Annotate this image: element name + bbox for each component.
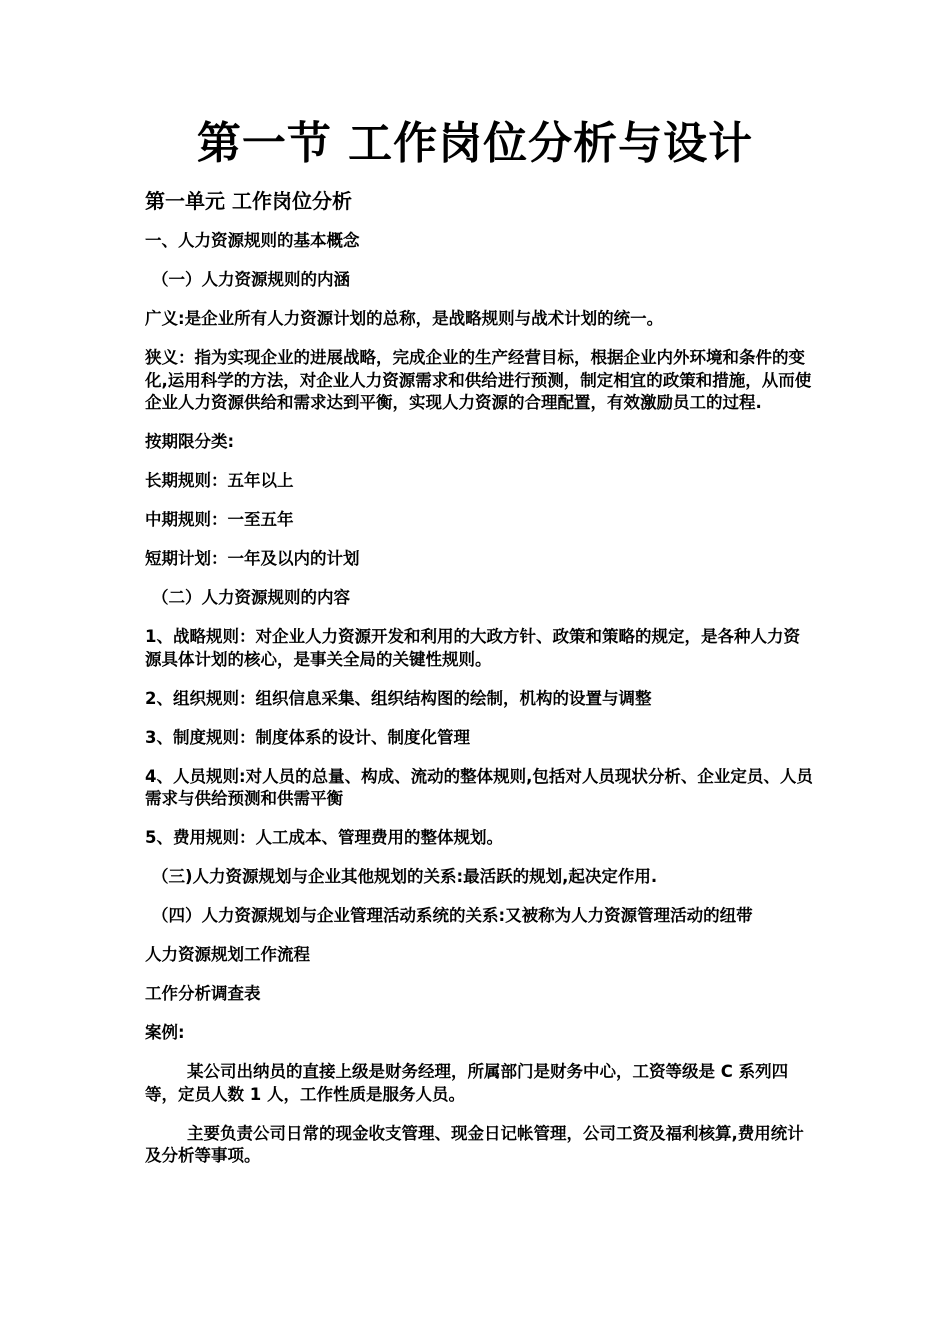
paragraph: 广义:是企业所有人力资源计划的总称，是战略规则与战术计划的统一。 [145, 309, 664, 328]
paragraph: 按期限分类: [145, 432, 235, 451]
paragraph: 工作分析调查表 [145, 984, 261, 1003]
subsection-heading: （四）人力资源规划与企业管理活动系统的关系:又被称为人力资源管理活动的纽带 [152, 906, 753, 925]
subsection-heading: （三)人力资源规划与企业其他规划的关系:最活跃的规划,起决定作用. [152, 867, 658, 886]
case-paragraph: 主要负责公司日常的现金收支管理、现金日记帐管理，公司工资及福利核算,费用统计及分析等事项。 [145, 1123, 804, 1165]
paragraph: 狭义：指为实现企业的进展战略，完成企业的生产经营目标，根据企业内外环境和条件的变化,运用科学的方法，对企业人力资源需求和供给进行预测，制定相宜的政策和措施，从而使企业人力资源供给和需求达到平衡，实现人力资源的合理配置，有效激励员工的过程. [145, 348, 812, 412]
paragraph: 短期计划：一年及以内的计划 [145, 549, 360, 568]
subsection-heading: （一）人力资源规则的内涵 [152, 270, 350, 289]
case-paragraph: 某公司出纳员的直接上级是财务经理，所属部门是财务中心，工资等级是 C 系列四等，定员人数 1 人，工作性质是服务人员。 [145, 1062, 789, 1104]
paragraph: 人力资源规划工作流程 [145, 945, 310, 964]
paragraph: 案例: [145, 1023, 185, 1042]
paragraph: 2、组织规则：组织信息采集、组织结构图的绘制，机构的设置与调整 [145, 688, 652, 708]
unit-heading: 第一单元 工作岗位分析 [145, 189, 352, 213]
paragraph: 1、战略规则：对企业人力资源开发和利用的大政方针、政策和策略的规定，是各种人力资源具体计划的核心，是事关全局的关键性规则。 [145, 627, 800, 669]
subsection-heading: （二）人力资源规则的内容 [152, 588, 350, 607]
paragraph: 5、费用规则：人工成本、管理费用的整体规划。 [145, 828, 503, 847]
document-body [145, 186, 815, 1184]
section-heading: 一、人力资源规则的基本概念 [145, 231, 360, 250]
paragraph: 中期规则：一至五年 [145, 510, 294, 529]
page-title: 第一节 工作岗位分析与设计 [196, 118, 754, 169]
paragraph: 3、制度规则：制度体系的设计、制度化管理 [145, 727, 470, 747]
paragraph: 4、人员规则:对人员的总量、构成、流动的整体规则,包括对人员现状分析、企业定员、人员需求与供给预测和供需平衡 [145, 766, 813, 808]
paragraph: 长期规则：五年以上 [145, 471, 294, 490]
